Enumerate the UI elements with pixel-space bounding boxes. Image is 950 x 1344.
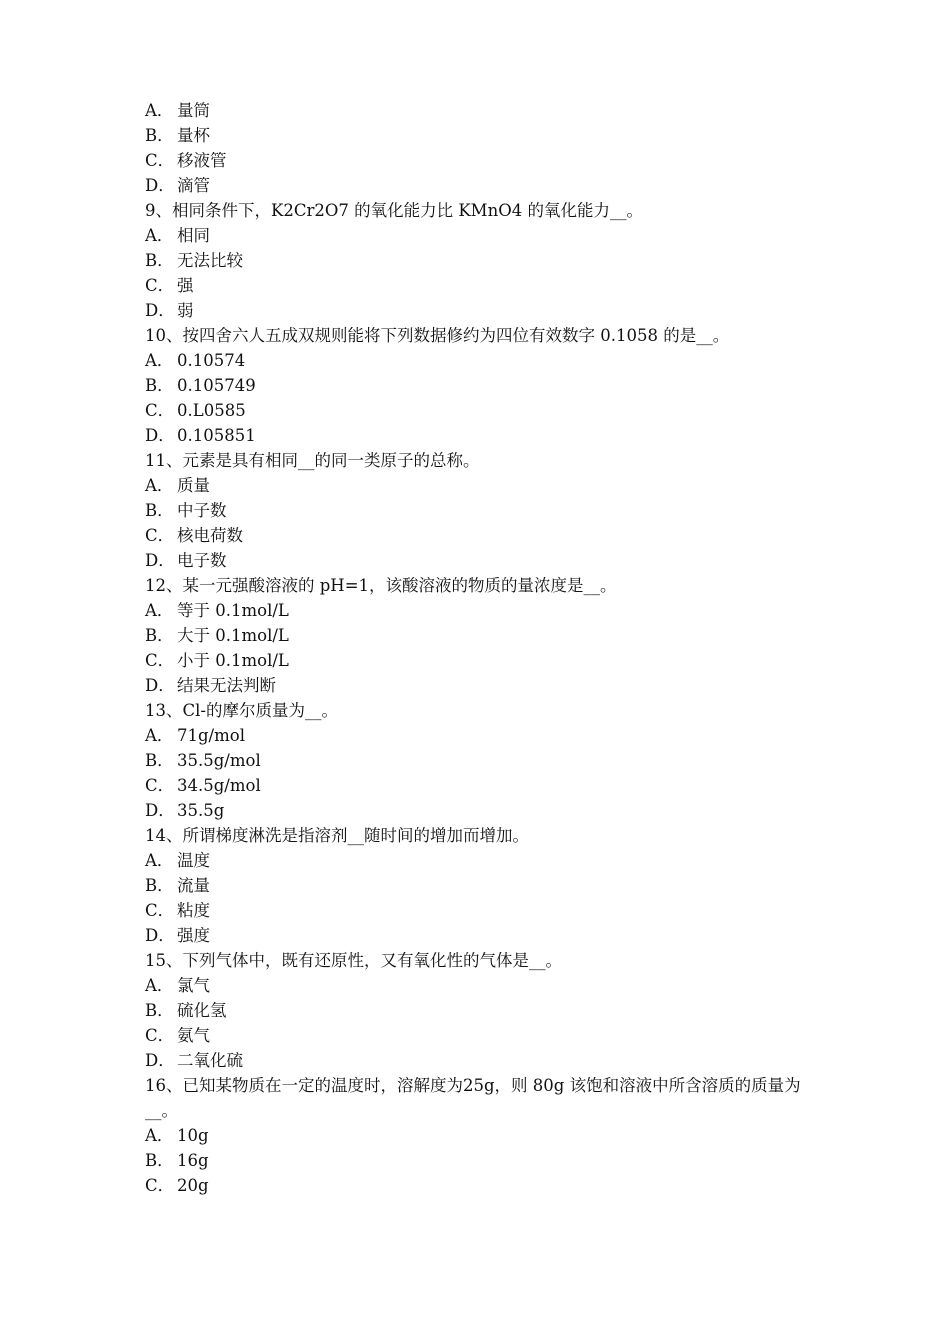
option-letter: B． [145, 626, 174, 645]
option-letter: D． [145, 926, 175, 945]
answer-option [145, 1173, 825, 1198]
option-text: 35.5g/mol [177, 751, 261, 770]
option-text: 71g/mol [177, 726, 245, 745]
answer-option [145, 748, 825, 773]
answer-option [145, 598, 825, 623]
option-letter: A． [145, 476, 174, 495]
option-letter: A． [145, 351, 174, 370]
question-text: 10、按四舍六人五成双规则能将下列数据修约为四位有效数字 0.1058 的是__。 [145, 326, 730, 345]
option-text: 流量 [177, 876, 210, 895]
answer-option [145, 648, 825, 673]
option-text: 弱 [177, 301, 194, 320]
option-text: 0.L0585 [177, 401, 246, 420]
answer-option [145, 798, 825, 823]
answer-option [145, 123, 825, 148]
option-text: 硫化氢 [177, 1001, 227, 1020]
option-letter: A． [145, 601, 174, 620]
option-text: 大于 0.1mol/L [177, 626, 289, 645]
option-letter: B． [145, 251, 174, 270]
option-text: 电子数 [177, 551, 227, 570]
answer-option [145, 373, 825, 398]
answer-option [145, 148, 825, 173]
question-text: 13、Cl-的摩尔质量为__。 [145, 701, 338, 720]
option-letter: D． [145, 426, 175, 445]
option-text: 等于 0.1mol/L [177, 601, 289, 620]
option-letter: A． [145, 226, 174, 245]
option-text: 氯气 [177, 976, 210, 995]
option-text: 中子数 [177, 501, 227, 520]
answer-option [145, 548, 825, 573]
option-text: 0.105851 [177, 426, 256, 445]
option-letter: C． [145, 526, 175, 545]
option-text: 强 [177, 276, 194, 295]
answer-option [145, 348, 825, 373]
option-letter: A． [145, 1126, 174, 1145]
option-letter: C． [145, 151, 175, 170]
option-text: 量杯 [177, 126, 210, 145]
option-letter: B． [145, 751, 174, 770]
option-text: 相同 [177, 226, 210, 245]
option-text: 二氧化硫 [177, 1051, 243, 1070]
answer-option [145, 673, 825, 698]
answer-option [145, 1123, 825, 1148]
answer-option [145, 298, 825, 323]
option-letter: D． [145, 1051, 175, 1070]
option-letter: B． [145, 126, 174, 145]
option-letter: D． [145, 801, 175, 820]
option-letter: C． [145, 276, 175, 295]
option-letter: B． [145, 876, 174, 895]
option-letter: C． [145, 1176, 175, 1195]
answer-option [145, 498, 825, 523]
answer-option [145, 398, 825, 423]
question-text: 11、元素是具有相同__的同一类原子的总称。 [145, 451, 480, 470]
answer-option [145, 173, 825, 198]
option-text: 强度 [177, 926, 210, 945]
option-text: 35.5g [177, 801, 225, 820]
question-text: 9、相同条件下，K2Cr2O7 的氧化能力比 KMnO4 的氧化能力__。 [145, 201, 643, 220]
answer-option [145, 1023, 825, 1048]
option-text: 滴管 [177, 176, 210, 195]
answer-option [145, 873, 825, 898]
option-letter: A． [145, 976, 174, 995]
answer-option [145, 973, 825, 998]
answer-option [145, 273, 825, 298]
option-letter: A． [145, 726, 174, 745]
option-text: 34.5g/mol [177, 776, 261, 795]
question-text: 12、某一元强酸溶液的 pH=1，该酸溶液的物质的量浓度是__。 [145, 576, 617, 595]
option-letter: D． [145, 676, 175, 695]
option-text: 移液管 [177, 151, 227, 170]
option-text: 0.10574 [177, 351, 246, 370]
option-text: 0.105749 [177, 376, 256, 395]
option-text: 氨气 [177, 1026, 210, 1045]
answer-option [145, 423, 825, 448]
answer-option [145, 998, 825, 1023]
document-page [145, 98, 825, 1198]
answer-option [145, 1148, 825, 1173]
option-letter: A． [145, 851, 174, 870]
option-text: 20g [177, 1176, 209, 1195]
option-text: 无法比较 [177, 251, 243, 270]
answer-option [145, 1048, 825, 1073]
option-letter: C． [145, 651, 175, 670]
answer-option [145, 773, 825, 798]
answer-option [145, 723, 825, 748]
answer-option [145, 223, 825, 248]
option-letter: C． [145, 401, 175, 420]
option-letter: B． [145, 376, 174, 395]
option-letter: A． [145, 101, 174, 120]
option-letter: D． [145, 301, 175, 320]
option-text: 温度 [177, 851, 210, 870]
option-text: 小于 0.1mol/L [177, 651, 289, 670]
question-text: 14、所谓梯度淋洗是指溶剂__随时间的增加而增加。 [145, 826, 529, 845]
answer-option [145, 848, 825, 873]
answer-option [145, 473, 825, 498]
answer-option [145, 248, 825, 273]
option-letter: B． [145, 1001, 174, 1020]
answer-option [145, 523, 825, 548]
option-text: 10g [177, 1126, 209, 1145]
answer-option [145, 623, 825, 648]
answer-option [145, 898, 825, 923]
option-text: 质量 [177, 476, 210, 495]
option-letter: B． [145, 501, 174, 520]
answer-option [145, 923, 825, 948]
option-letter: B． [145, 1151, 174, 1170]
option-letter: D． [145, 176, 175, 195]
option-letter: C． [145, 1026, 175, 1045]
option-text: 结果无法判断 [177, 676, 276, 695]
answer-option [145, 98, 825, 123]
option-letter: C． [145, 901, 175, 920]
question-text: 16、已知某物质在一定的温度时，溶解度为25g，则 80g 该饱和溶液中所含溶质的质量为__。 [145, 1076, 801, 1120]
option-text: 粘度 [177, 901, 210, 920]
option-letter: C． [145, 776, 175, 795]
option-letter: D． [145, 551, 175, 570]
option-text: 16g [177, 1151, 209, 1170]
question-text: 15、下列气体中，既有还原性，又有氧化性的气体是__。 [145, 951, 562, 970]
option-text: 核电荷数 [177, 526, 243, 545]
option-text: 量筒 [177, 101, 210, 120]
